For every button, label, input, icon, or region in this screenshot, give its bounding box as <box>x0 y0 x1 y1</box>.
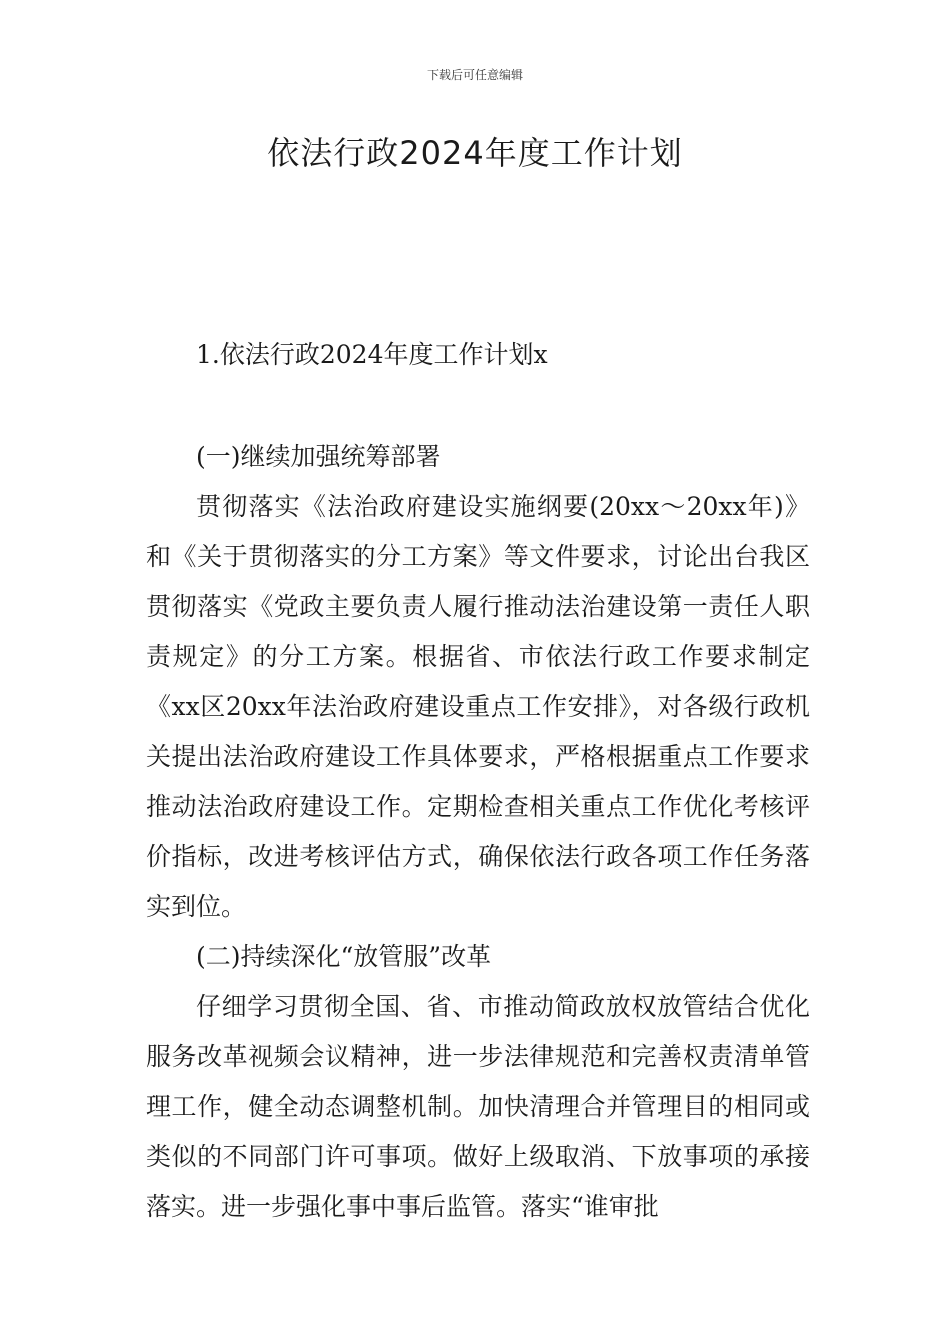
section-paragraph-1: 贯彻落实《法治政府建设实施纲要(20xx～20xx年)》和《关于贯彻落实的分工方案》等文件要求，讨论出台我区贯彻落实《党政主要负责人履行推动法治建设第一责任人职责规定》的分工方案。根据省、市依法行政工作要求制定《xx区20xx年法治政府建设重点工作安排》，对各级行政机关提出法治政府建设工作具体要求，严格根据重点工作要求推动法治政府建设工作。定期检查相关重点工作优化考核评价指标，改进考核评估方式，确保依法行政各项工作任务落实到位。 <box>146 492 810 921</box>
header-note: 下载后可任意编辑 <box>426 68 523 82</box>
document-title: 依法行政2024年度工作计划 <box>267 134 683 172</box>
section-heading-2: (二)持续深化“放管服”改革 <box>196 942 492 971</box>
section-heading-1: (一)继续加强统筹部署 <box>196 442 441 471</box>
section-paragraph-2: 仔细学习贯彻全国、省、市推动简政放权放管结合优化服务改革视频会议精神，进一步法律规范和完善权责清单管理工作，健全动态调整机制。加快清理合并管理目的相同或类似的不同部门许可事项。做好上级取消、下放事项的承接落实。进一步强化事中事后监管。落实“谁审批 <box>146 992 810 1221</box>
spacer <box>146 380 810 432</box>
document-body <box>146 330 810 1232</box>
item-title: 1.依法行政2024年度工作计划x <box>196 340 548 369</box>
